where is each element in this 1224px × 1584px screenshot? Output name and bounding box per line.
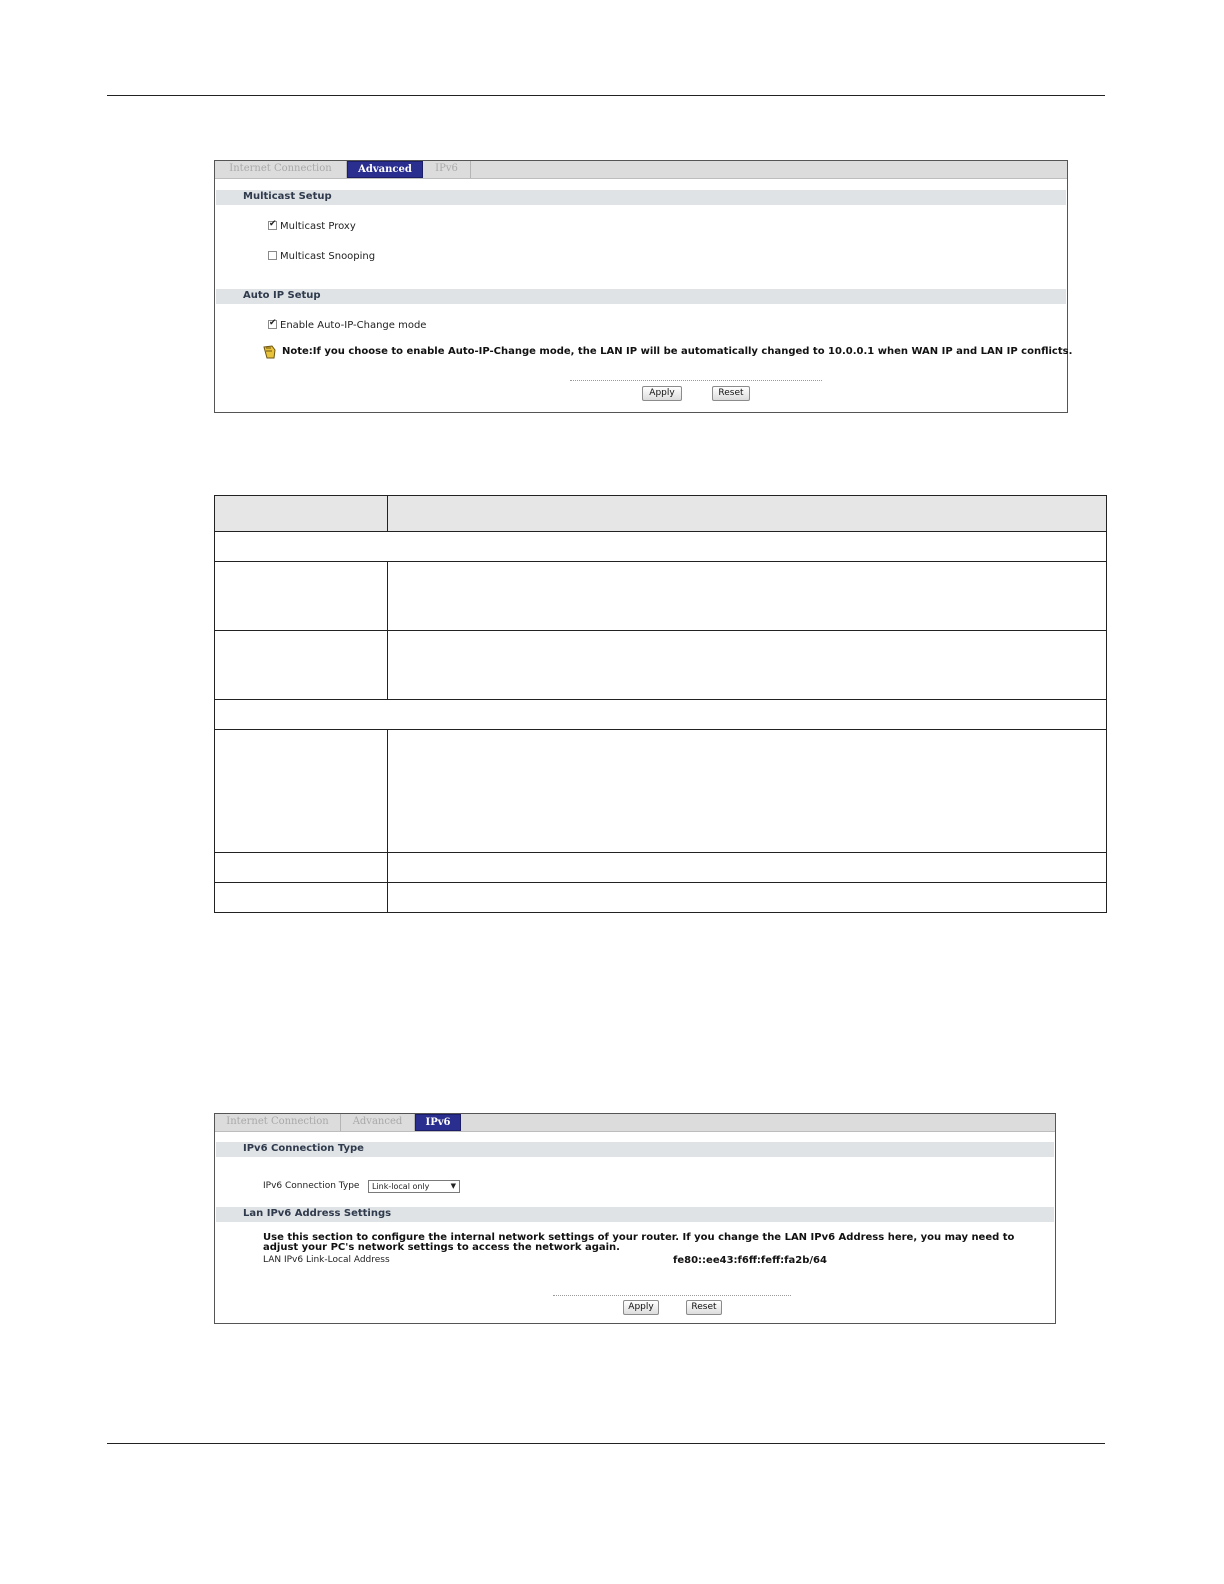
table-cell xyxy=(388,853,1107,883)
reset-button[interactable]: Reset xyxy=(712,386,750,401)
tab-internet-connection[interactable]: Internet Connection xyxy=(215,161,347,178)
select-value: Link-local only xyxy=(372,1182,430,1191)
link-local-address-value: fe80::ee43:f6ff:feff:fa2b/64 xyxy=(673,1255,827,1266)
ipv6-screen xyxy=(214,1113,1056,1324)
advanced-screen xyxy=(214,160,1073,413)
table-row xyxy=(215,853,1107,883)
table-header-cell xyxy=(388,496,1107,532)
apply-button[interactable]: Apply xyxy=(623,1300,659,1315)
table-cell xyxy=(215,562,388,631)
table-cell xyxy=(215,532,1107,562)
section-title: Lan IPv6 Address Settings xyxy=(243,1208,392,1219)
auto-ip-setup-header xyxy=(216,289,1066,304)
section-title: Auto IP Setup xyxy=(243,290,321,301)
apply-button[interactable]: Apply xyxy=(642,386,682,401)
table-row xyxy=(215,730,1107,853)
table-row xyxy=(215,883,1107,913)
multicast-proxy-checkbox[interactable] xyxy=(268,221,277,230)
section-title: IPv6 Connection Type xyxy=(243,1143,364,1154)
table-row xyxy=(215,631,1107,700)
auto-ip-change-checkbox[interactable] xyxy=(268,320,277,329)
button-separator xyxy=(553,1295,791,1296)
table-row xyxy=(215,562,1107,631)
lan-ipv6-settings-header xyxy=(216,1207,1054,1222)
table-cell xyxy=(388,631,1107,700)
tab-ipv6[interactable]: IPv6 xyxy=(415,1114,461,1131)
tab-internet-connection[interactable]: Internet Connection xyxy=(215,1114,341,1131)
auto-ip-note: Note:If you choose to enable Auto-IP-Change mode, the LAN IP will be automatically changed to 10.0.0.1 when WAN IP and LAN IP conflicts. xyxy=(282,346,1073,357)
reset-button[interactable]: Reset xyxy=(686,1300,722,1315)
table-cell xyxy=(388,730,1107,853)
ipv6-connection-type-select[interactable] xyxy=(368,1180,460,1193)
page-header-rule xyxy=(107,95,1105,96)
table-cell xyxy=(215,883,388,913)
table-row xyxy=(215,700,1107,730)
table-cell xyxy=(215,631,388,700)
multicast-proxy-label: Multicast Proxy xyxy=(280,221,356,232)
table-cell xyxy=(215,700,1107,730)
multicast-snooping-label: Multicast Snooping xyxy=(280,251,376,262)
table-row xyxy=(215,532,1107,562)
table-cell xyxy=(388,562,1107,631)
tab-bar xyxy=(215,1114,1055,1132)
tab-ipv6[interactable]: IPv6 xyxy=(423,161,471,178)
table-header-row xyxy=(215,496,1107,532)
auto-ip-change-label: Enable Auto-IP-Change mode xyxy=(280,320,427,331)
multicast-setup-header xyxy=(216,190,1066,205)
table-cell xyxy=(215,730,388,853)
button-separator xyxy=(570,380,822,381)
section-title: Multicast Setup xyxy=(243,191,332,202)
table-header-cell xyxy=(215,496,388,532)
tab-advanced[interactable]: Advanced xyxy=(341,1114,415,1131)
table-cell xyxy=(215,853,388,883)
note-icon xyxy=(263,345,276,359)
table-cell xyxy=(388,883,1107,913)
ipv6-connection-type-label: IPv6 Connection Type xyxy=(263,1181,360,1191)
chevron-down-icon: ▼ xyxy=(450,1182,456,1190)
ipv6-connection-type-header xyxy=(216,1142,1054,1157)
tab-bar xyxy=(215,161,1067,179)
lan-settings-description: Use this section to configure the internal network settings of your router. If you change the LAN IPv6 Address here, you may need to adjust your PC's network settings to access the network again. xyxy=(263,1232,1015,1253)
field-description-table xyxy=(214,495,1107,913)
page-footer-rule xyxy=(107,1443,1105,1444)
tab-advanced[interactable]: Advanced xyxy=(347,161,423,178)
link-local-address-label: LAN IPv6 Link-Local Address xyxy=(263,1255,390,1265)
multicast-snooping-checkbox[interactable] xyxy=(268,251,277,260)
